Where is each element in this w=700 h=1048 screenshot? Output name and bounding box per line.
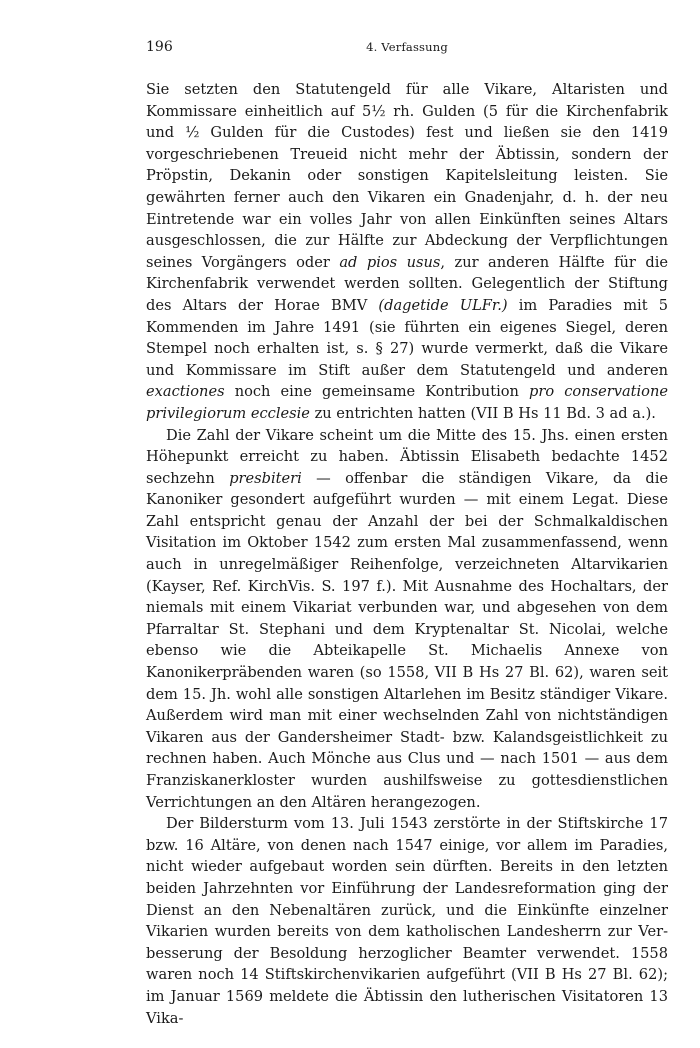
text-run: , zur anderen Hälfte für die Kirchenfabrik verwendet werden sollten. Gelegentlich der Stiftung des Altars der Horae BMV [146, 253, 668, 314]
text-run: noch eine gemeinsame Kontribution [224, 383, 530, 401]
italic-text: pro conservatione privilegiorum ecclesie [146, 383, 668, 422]
page-number: 196 [146, 39, 173, 55]
body-text [146, 79, 668, 1029]
italic-text: (dagetide ULFr.) [378, 296, 508, 314]
paragraph [146, 425, 668, 814]
text-run: Sie setzten den Statutengeld für alle Vikare, Altaristen und Kommissare einheitlich auf 5½ rh. Gulden (5 für die Kirchenfabrik und ½ Gulden für die Custodes) fest und ließen sie den 1419 vorgeschriebenen Treueid nicht mehr der Äbtissin, sondern der Pröpstin, Dekanin oder sonstigen Kapitelsleitung leisten. Sie gewährten ferner auch den Vikaren ein Gnadenjahr, d. h. der neu Eintretende war ein volles Jahr von allen Einkünften seines Altars ausgeschlossen, die zur Hälfte zur Abdeckung der Verpflichtungen seines Vorgängers oder [146, 81, 668, 271]
running-head [146, 38, 668, 56]
paragraph [146, 813, 668, 1029]
text-run: — offenbar die ständigen Vikare, da die Kanoniker gesondert aufgeführt wurden — mit einem Legat. Diese Zahl entspricht genau der Anzahl der bei der Schmalkaldischen Visitation im Oktober 1542 zum ersten Mal zusammenfassend, wenn auch in unregelmäßiger Reihenfolge, verzeichneten Altarvikarien (Kayser, Ref. KirchVis. S. 197 f.). Mit Ausnahme des Hochaltars, der niemals mit einem Vikariat verbunden war, und abgesehen von dem Pfarraltar St. Stephani und dem Kryptenaltar St. Nicolai, welche ebenso wie die Abteikapelle St. Michaelis Annexe von Kanonikerpräbenden waren (so 1558, VII B Hs 27 Bl. 62), waren seit dem 15. Jh. wohl alle sonstigen Altarlehen im Besitz ständiger Vikare. Außerdem wird man mit einer wechselnden Zahl von nichtständigen Vikaren aus der Gandersheimer Stadt- bzw. Kalandsgeistlichkeit zu rechnen haben. Auch Mönche aus Clus und — nach 1501 — aus dem Franziskanerkloster wurden aushilfsweise zu gottesdienstlichen Verrichtungen an den Altären herangezogen. [146, 469, 668, 811]
text-run: im Paradies mit 5 Kommenden im Jahre 1491 (sie führten ein eigenes Siegel, deren Stempel noch erhalten ist, s. § 27) wurde vermerkt, daß die Vikare und Kommissare im Stift außer dem Statutengeld und anderen [146, 296, 668, 379]
text-run: zu entrichten hatten (VII B Hs 11 Bd. 3 ad a.). [309, 404, 656, 422]
italic-text: exactiones [146, 383, 225, 401]
italic-text: presbiteri [229, 469, 302, 487]
italic-text: ad pios usus [339, 253, 441, 271]
text-run: Die Zahl der Vikare scheint um die Mitte des 15. Jhs. einen ersten Höhepunkt erreicht zu haben. Äbtissin Elisabeth bedachte 1452 sechzehn [146, 426, 668, 487]
text-run: Der Bildersturm vom 13. Juli 1543 zerstörte in der Stiftskirche 17 bzw. 16 Altäre, von denen nach 1547 einige, vor allem im Paradies, nicht wieder aufgebaut worden sein dürften. Bereits in den letzten beiden Jahrzehnten vor Einführung der Landesreformation ging der Dienst an den Nebenaltären zurück, und die Einkünfte einzelner Vikarien wurden bereits von dem katholischen Landesherrn zur Verbesserung der Besoldung herzoglicher Beamter verwendet. 1558 waren noch 14 Stiftskirchenvikarien aufgeführt (VII B Hs 27 Bl. 62); im Januar 1569 meldete die Äbtissin den lutherischen Visitatoren 13 Vika- [146, 815, 668, 1027]
section-title: 4. Verfassung [366, 40, 448, 54]
paragraph [146, 79, 668, 425]
